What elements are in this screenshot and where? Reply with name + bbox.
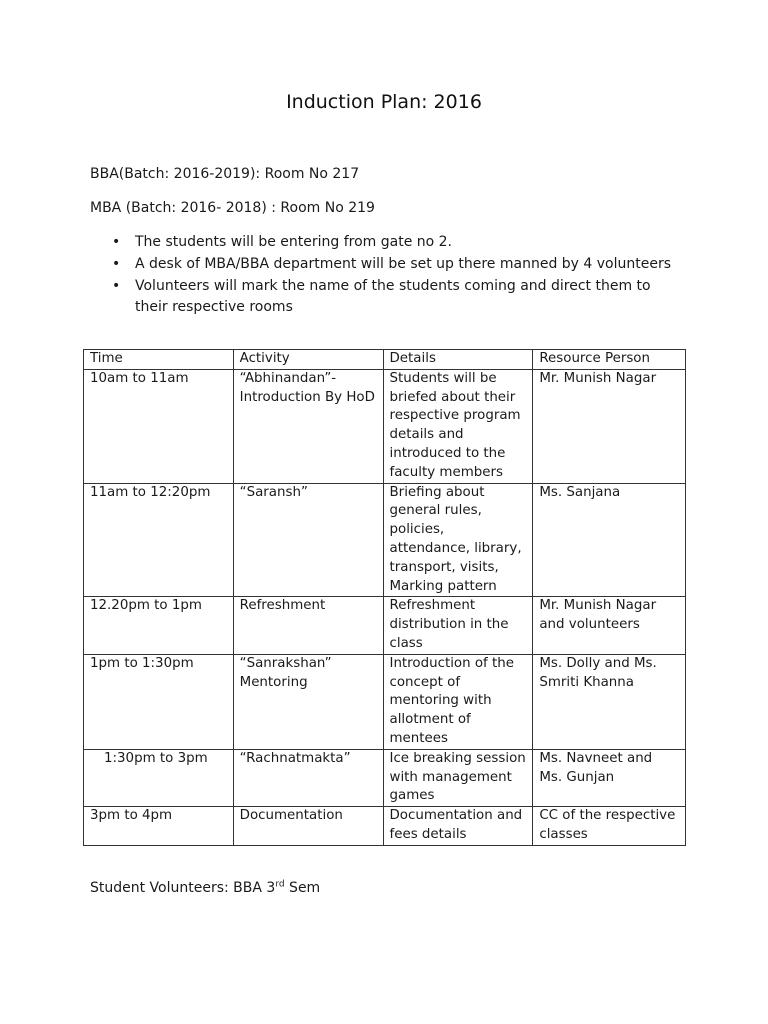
footer-suffix: Sem bbox=[284, 880, 321, 896]
list-item: • Volunteers will mark the name of the students coming and direct them to their respective rooms bbox=[90, 276, 680, 318]
details-cell: Refreshment distribution in the class bbox=[383, 597, 533, 654]
table-row bbox=[84, 597, 686, 654]
time-cell: 3pm to 4pm bbox=[84, 807, 234, 846]
schedule-table bbox=[83, 349, 686, 846]
table-row bbox=[84, 807, 686, 846]
bba-batch-line: BBA(Batch: 2016-2019): Room No 217 bbox=[90, 166, 360, 182]
list-item: • The students will be entering from gate no 2. bbox=[90, 232, 680, 253]
details-cell: Introduction of the concept of mentoring with allotment of mentees bbox=[383, 654, 533, 749]
activity-cell: “Sanrakshan” Mentoring bbox=[233, 654, 383, 749]
page-title: Induction Plan: 2016 bbox=[286, 91, 482, 113]
table-row bbox=[84, 369, 686, 483]
table-row bbox=[84, 483, 686, 597]
time-cell: 10am to 11am bbox=[84, 369, 234, 483]
header-time: Time bbox=[84, 350, 234, 370]
details-cell: Students will be briefed about their respective program details and introduced to the faculty members bbox=[383, 369, 533, 483]
resource-cell: CC of the respective classes bbox=[533, 807, 686, 846]
resource-cell: Ms. Navneet and Ms. Gunjan bbox=[533, 749, 686, 806]
activity-cell: “Rachnatmakta” bbox=[233, 749, 383, 806]
footer-text: Student Volunteers: BBA 3 bbox=[90, 880, 276, 896]
footer-superscript: rd bbox=[275, 879, 285, 890]
header-details: Details bbox=[383, 350, 533, 370]
resource-cell: Mr. Munish Nagar bbox=[533, 369, 686, 483]
resource-cell: Mr. Munish Nagar and volunteers bbox=[533, 597, 686, 654]
time-cell: 12.20pm to 1pm bbox=[84, 597, 234, 654]
table-row bbox=[84, 749, 686, 806]
resource-cell: Ms. Dolly and Ms. Smriti Khanna bbox=[533, 654, 686, 749]
time-cell: 11am to 12:20pm bbox=[84, 483, 234, 597]
resource-cell: Ms. Sanjana bbox=[533, 483, 686, 597]
header-activity: Activity bbox=[233, 350, 383, 370]
time-cell: 1pm to 1:30pm bbox=[84, 654, 234, 749]
list-item: • A desk of MBA/BBA department will be set up there manned by 4 volunteers bbox=[90, 254, 680, 275]
activity-cell: “Saransh” bbox=[233, 483, 383, 597]
activity-cell: “Abhinandan”- Introduction By HoD bbox=[233, 369, 383, 483]
instructions-list bbox=[90, 232, 680, 319]
details-cell: Documentation and fees details bbox=[383, 807, 533, 846]
table-row bbox=[84, 654, 686, 749]
activity-cell: Refreshment bbox=[233, 597, 383, 654]
table-header-row bbox=[84, 350, 686, 370]
student-volunteers-line bbox=[90, 880, 320, 896]
details-cell: Ice breaking session with management games bbox=[383, 749, 533, 806]
header-resource-person: Resource Person bbox=[533, 350, 686, 370]
activity-cell: Documentation bbox=[233, 807, 383, 846]
mba-batch-line: MBA (Batch: 2016- 2018) : Room No 219 bbox=[90, 200, 375, 216]
time-cell: 1:30pm to 3pm bbox=[84, 749, 234, 806]
details-cell: Briefing about general rules, policies, attendance, library, transport, visits, Marking pattern bbox=[383, 483, 533, 597]
